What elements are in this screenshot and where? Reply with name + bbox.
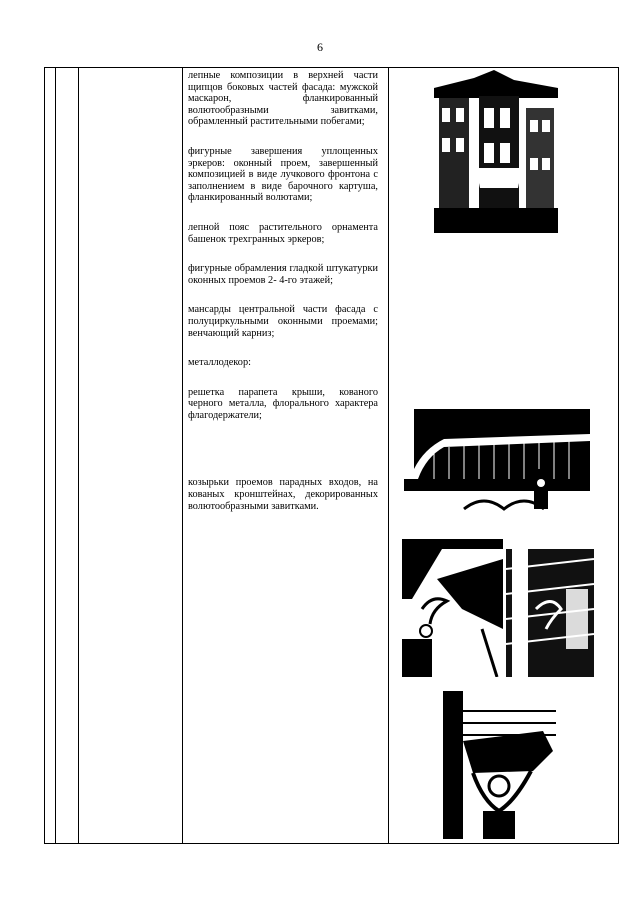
feature-text: фигурные завершения уплощенных эркеров: оконный проем, завершенный композицией в виде лучкового фронтона с заполнением в виде барочного картуша, фланкированный волютами; bbox=[188, 145, 378, 204]
canopy-front-view-photo bbox=[443, 691, 556, 839]
roof-parapet-railing-photo bbox=[404, 409, 590, 525]
column-divider bbox=[182, 68, 183, 843]
feature-text: фигурные обрамления гладкой штукатурки оконных проемов 2- 4-го этажей; bbox=[188, 263, 378, 286]
feature-text: решетка парапета крыши, кованого черного металла, флорального характера флагодержатели; bbox=[188, 386, 378, 421]
column-divider bbox=[388, 68, 389, 843]
entrance-canopy-bracket-photo bbox=[402, 539, 503, 677]
column-divider bbox=[55, 68, 56, 843]
column-divider bbox=[78, 68, 79, 843]
flag-holder-photo bbox=[506, 549, 594, 677]
feature-text: мансарды центральной части фасада с полуциркульными оконными проемами; венчающий карниз; bbox=[188, 304, 378, 339]
feature-text: лепные композиции в верхней части щипцов боковых частей фасада: мужской маскарон, фланкированный волютообразными завитками, обрамленный растительными побегами; bbox=[188, 70, 378, 128]
page-number: 6 bbox=[317, 40, 323, 54]
feature-text: металлодекор: bbox=[188, 357, 251, 369]
feature-text: лепной пояс растительного орнамента башенок трехгранных эркеров; bbox=[188, 221, 378, 245]
facade-erker-photo bbox=[434, 68, 558, 233]
feature-text: козырьки проемов парадных входов, на кованых кронштейнах, декорированных волютообразными завитками. bbox=[188, 477, 378, 512]
features-column bbox=[188, 70, 378, 530]
